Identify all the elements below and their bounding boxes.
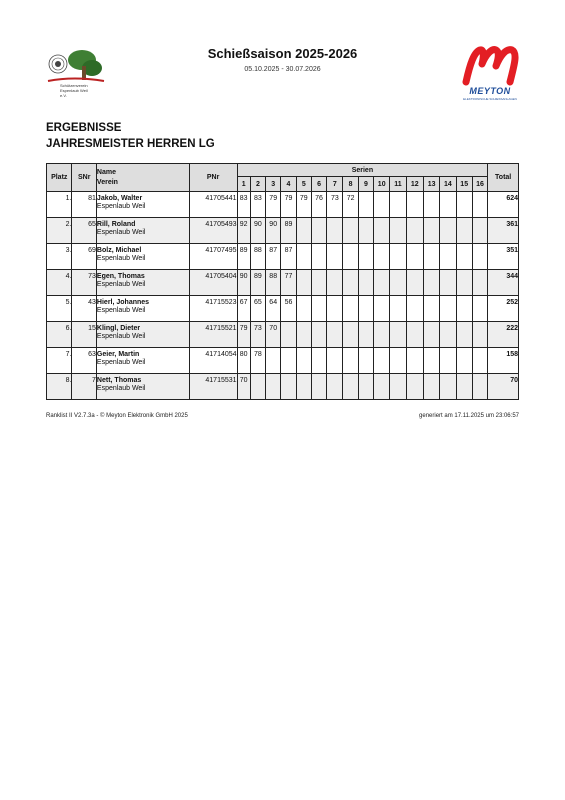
series-score-cell (440, 244, 456, 270)
series-score-cell (472, 374, 487, 400)
name-cell (96, 244, 189, 270)
series-score-cell (406, 322, 423, 348)
name-cell (96, 322, 189, 348)
series-score-cell (343, 270, 358, 296)
series-score-cell (281, 374, 296, 400)
series-score-cell (358, 192, 373, 218)
series-score-cell (440, 270, 456, 296)
series-score-cell (266, 374, 281, 400)
series-score-cell (296, 322, 311, 348)
series-score-cell: 65 (250, 296, 265, 322)
series-score-cell (281, 322, 296, 348)
series-score-cell (390, 192, 406, 218)
col-snr-header: SNr (72, 164, 96, 192)
series-number-header: 13 (423, 177, 439, 192)
series-number-header: 11 (390, 177, 406, 192)
snr-cell: 43 (72, 296, 96, 322)
table-row (47, 322, 519, 348)
name-cell (96, 218, 189, 244)
series-score-cell (358, 322, 373, 348)
snr-cell: 15 (72, 322, 96, 348)
series-number-header: 14 (440, 177, 456, 192)
snr-cell: 69 (72, 244, 96, 270)
series-score-cell (374, 218, 390, 244)
series-score-cell (343, 244, 358, 270)
platz-cell: 5. (47, 296, 72, 322)
report-heading (46, 120, 215, 152)
results-body (47, 192, 519, 400)
series-score-cell (296, 270, 311, 296)
snr-cell: 63 (72, 348, 96, 374)
series-score-cell: 88 (250, 244, 265, 270)
series-number-header: 7 (327, 177, 343, 192)
series-score-cell: 92 (237, 218, 250, 244)
series-number-header: 4 (281, 177, 296, 192)
club-name: Espenlaub Weil (96, 359, 146, 366)
series-score-cell: 88 (266, 270, 281, 296)
series-score-cell (456, 374, 472, 400)
series-score-cell (374, 296, 390, 322)
club-logo-line: e.V. (60, 93, 67, 98)
series-score-cell (472, 270, 487, 296)
total-cell: 158 (488, 348, 519, 374)
series-score-cell (423, 270, 439, 296)
series-score-cell (423, 192, 439, 218)
series-score-cell (440, 296, 456, 322)
name-cell (96, 374, 189, 400)
pnr-cell: 41705404 (189, 270, 237, 296)
series-number-header: 2 (250, 177, 265, 192)
series-score-cell (423, 374, 439, 400)
series-score-cell (311, 244, 326, 270)
series-score-cell: 79 (266, 192, 281, 218)
series-score-cell (390, 322, 406, 348)
platz-cell: 7. (47, 348, 72, 374)
verein-header-label: Verein (96, 178, 118, 186)
series-score-cell (406, 218, 423, 244)
series-score-cell (374, 192, 390, 218)
series-score-cell: 56 (281, 296, 296, 322)
club-name: Espenlaub Weil (96, 203, 146, 210)
footer-version: Ranklist II V2.7.3a - © Meyton Elektronik GmbH 2025 (46, 413, 188, 419)
col-total-header: Total (488, 164, 519, 192)
series-score-cell: 87 (281, 244, 296, 270)
series-score-cell (296, 296, 311, 322)
series-score-cell (343, 322, 358, 348)
series-score-cell (327, 348, 343, 374)
series-score-cell (327, 218, 343, 244)
heading-line-2: JAHRESMEISTER HERREN LG (46, 138, 215, 150)
series-score-cell (472, 244, 487, 270)
series-score-cell (250, 374, 265, 400)
platz-cell: 1. (47, 192, 72, 218)
pnr-cell: 41715531 (189, 374, 237, 400)
table-row (47, 296, 519, 322)
series-score-cell (358, 270, 373, 296)
series-score-cell (456, 322, 472, 348)
total-cell: 252 (488, 296, 519, 322)
col-name-header (96, 164, 189, 192)
series-score-cell (456, 218, 472, 244)
name-cell (96, 348, 189, 374)
total-cell: 222 (488, 322, 519, 348)
series-score-cell (456, 270, 472, 296)
club-name: Espenlaub Weil (96, 333, 146, 340)
series-number-header: 12 (406, 177, 423, 192)
series-score-cell (311, 218, 326, 244)
series-score-cell (390, 296, 406, 322)
series-score-cell: 89 (281, 218, 296, 244)
name-cell (96, 192, 189, 218)
brand-name: MEYTON (469, 86, 511, 96)
name-cell (96, 296, 189, 322)
name-header-label: Name (96, 168, 116, 176)
series-score-cell (374, 374, 390, 400)
series-score-cell (358, 218, 373, 244)
series-score-cell: 76 (311, 192, 326, 218)
platz-cell: 8. (47, 374, 72, 400)
table-row (47, 270, 519, 296)
footer-generated: generiert am 17.11.2025 um 23:06:57 (419, 413, 519, 419)
series-score-cell: 78 (250, 348, 265, 374)
series-score-cell (327, 296, 343, 322)
series-score-cell (358, 348, 373, 374)
series-score-cell (406, 296, 423, 322)
series-score-cell: 83 (237, 192, 250, 218)
series-score-cell: 72 (343, 192, 358, 218)
results-table (46, 163, 519, 400)
snr-cell: 73 (72, 270, 96, 296)
series-score-cell (423, 322, 439, 348)
series-score-cell (358, 244, 373, 270)
pnr-cell: 41707495 (189, 244, 237, 270)
shooter-name: Jakob, Walter (96, 195, 143, 202)
shooter-name: Hierl, Johannes (96, 299, 150, 306)
total-cell: 624 (488, 192, 519, 218)
series-score-cell (406, 374, 423, 400)
shooter-name: Egen, Thomas (96, 273, 145, 280)
page-title: Schießsaison 2025-2026 (207, 46, 358, 61)
series-score-cell (311, 348, 326, 374)
snr-cell: 65 (72, 218, 96, 244)
table-row (47, 374, 519, 400)
club-logo-text (60, 83, 88, 98)
snr-cell: 7 (72, 374, 96, 400)
series-score-cell: 73 (327, 192, 343, 218)
series-score-cell: 80 (237, 348, 250, 374)
series-score-cell (327, 374, 343, 400)
col-platz-header: Platz (47, 164, 72, 192)
club-name: Espenlaub Weil (96, 385, 146, 392)
col-serien-header: Serien (237, 164, 488, 177)
series-number-header: 3 (266, 177, 281, 192)
club-logo-line: Espenlaub Weil (60, 88, 88, 93)
series-score-cell (374, 270, 390, 296)
table-row (47, 192, 519, 218)
series-score-cell (296, 244, 311, 270)
series-score-cell (390, 374, 406, 400)
series-score-cell: 90 (237, 270, 250, 296)
series-score-cell (266, 348, 281, 374)
series-score-cell (423, 348, 439, 374)
series-score-cell (311, 374, 326, 400)
meyton-m-icon (460, 44, 520, 86)
series-number-header: 8 (343, 177, 358, 192)
series-score-cell (296, 374, 311, 400)
pnr-cell: 41714054 (189, 348, 237, 374)
brand-tagline: ELEKTRONISCHE SCHIESSANLAGEN (463, 97, 517, 101)
series-score-cell: 70 (266, 322, 281, 348)
series-score-cell (406, 244, 423, 270)
series-score-cell (343, 218, 358, 244)
series-score-cell (390, 244, 406, 270)
series-score-cell (327, 270, 343, 296)
pnr-cell: 41715521 (189, 322, 237, 348)
series-score-cell (440, 192, 456, 218)
series-score-cell (406, 192, 423, 218)
series-score-cell: 70 (237, 374, 250, 400)
series-score-cell (423, 296, 439, 322)
series-score-cell (327, 244, 343, 270)
series-score-cell: 90 (250, 218, 265, 244)
series-score-cell (472, 218, 487, 244)
series-score-cell (374, 244, 390, 270)
club-logo-line: Schützenverein (60, 83, 88, 88)
series-score-cell (440, 374, 456, 400)
shooter-name: Nett, Thomas (96, 377, 142, 384)
series-score-cell (440, 322, 456, 348)
snr-cell: 81 (72, 192, 96, 218)
series-score-cell: 89 (250, 270, 265, 296)
series-number-header: 10 (374, 177, 390, 192)
table-row (47, 218, 519, 244)
series-score-cell: 79 (237, 322, 250, 348)
table-header-row (47, 164, 519, 177)
pnr-cell: 41715523 (189, 296, 237, 322)
series-score-cell (311, 296, 326, 322)
heading-line-1: ERGEBNISSE (46, 122, 122, 134)
series-score-cell (343, 296, 358, 322)
series-score-cell: 67 (237, 296, 250, 322)
series-score-cell (343, 374, 358, 400)
series-score-cell (456, 348, 472, 374)
club-name: Espenlaub Weil (96, 307, 146, 314)
series-score-cell: 79 (296, 192, 311, 218)
shooter-name: Rill, Roland (96, 221, 136, 228)
series-score-cell (358, 374, 373, 400)
platz-cell: 3. (47, 244, 72, 270)
table-row (47, 348, 519, 374)
series-score-cell: 90 (266, 218, 281, 244)
series-score-cell: 83 (250, 192, 265, 218)
series-score-cell (472, 348, 487, 374)
total-cell: 361 (488, 218, 519, 244)
series-score-cell (406, 348, 423, 374)
col-pnr-header: PNr (189, 164, 237, 192)
series-score-cell (472, 296, 487, 322)
series-score-cell: 89 (237, 244, 250, 270)
series-score-cell (390, 348, 406, 374)
club-name: Espenlaub Weil (96, 255, 146, 262)
pnr-cell: 41705493 (189, 218, 237, 244)
series-score-cell (311, 270, 326, 296)
table-row (47, 244, 519, 270)
shooter-name: Klingl, Dieter (96, 325, 141, 332)
total-cell: 344 (488, 270, 519, 296)
series-score-cell (358, 296, 373, 322)
series-score-cell: 87 (266, 244, 281, 270)
series-number-header: 1 (237, 177, 250, 192)
series-score-cell (423, 244, 439, 270)
series-score-cell (472, 322, 487, 348)
series-score-cell (296, 218, 311, 244)
series-score-cell (406, 270, 423, 296)
series-score-cell (440, 348, 456, 374)
series-score-cell (456, 192, 472, 218)
series-score-cell: 64 (266, 296, 281, 322)
series-score-cell (472, 192, 487, 218)
series-score-cell (343, 348, 358, 374)
series-score-cell (311, 322, 326, 348)
series-score-cell (296, 348, 311, 374)
series-score-cell (374, 322, 390, 348)
series-number-header: 16 (472, 177, 487, 192)
shooter-name: Bolz, Michael (96, 247, 142, 254)
name-cell (96, 270, 189, 296)
series-score-cell: 79 (281, 192, 296, 218)
series-score-cell (390, 270, 406, 296)
platz-cell: 4. (47, 270, 72, 296)
series-score-cell (374, 348, 390, 374)
date-range: 05.10.2025 - 30.07.2026 (244, 66, 321, 73)
series-score-cell (456, 296, 472, 322)
series-score-cell (440, 218, 456, 244)
platz-cell: 2. (47, 218, 72, 244)
club-name: Espenlaub Weil (96, 229, 146, 236)
series-number-header: 9 (358, 177, 373, 192)
platz-cell: 6. (47, 322, 72, 348)
series-score-cell (423, 218, 439, 244)
series-number-header: 6 (311, 177, 326, 192)
total-cell: 351 (488, 244, 519, 270)
series-score-cell (327, 322, 343, 348)
pnr-cell: 41705441 (189, 192, 237, 218)
series-number-header: 5 (296, 177, 311, 192)
series-score-cell (281, 348, 296, 374)
club-name: Espenlaub Weil (96, 281, 146, 288)
series-score-cell: 77 (281, 270, 296, 296)
series-score-cell (390, 218, 406, 244)
shooter-name: Geier, Martin (96, 351, 140, 358)
series-number-header: 15 (456, 177, 472, 192)
series-score-cell (456, 244, 472, 270)
total-cell: 70 (488, 374, 519, 400)
series-score-cell: 73 (250, 322, 265, 348)
